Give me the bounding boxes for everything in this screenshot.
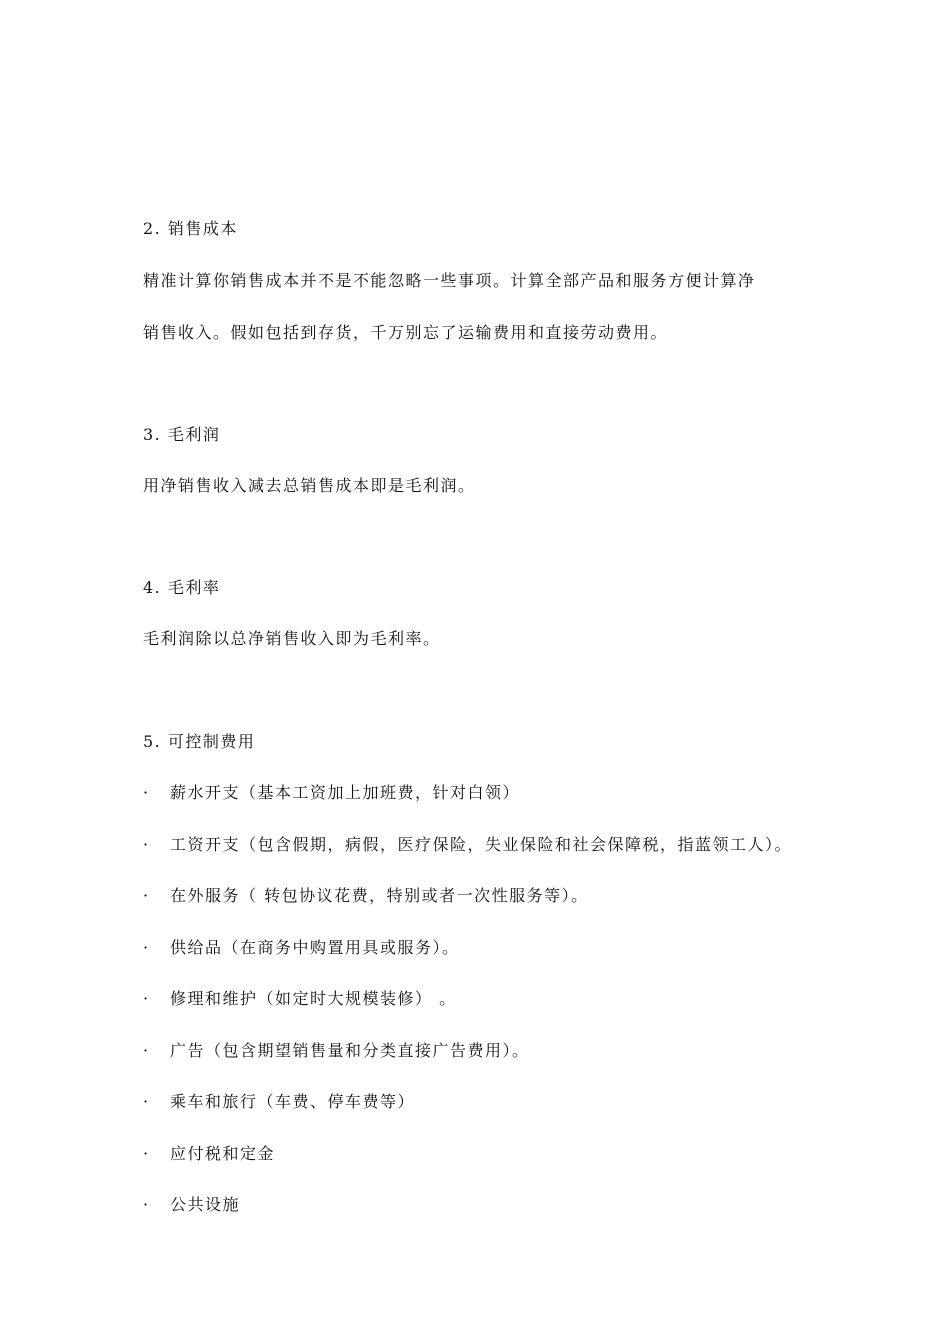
- list-item: · 工资开支（包含假期，病假，医疗保险，失业保险和社会保障税，指蓝领工人）。: [143, 835, 793, 854]
- paragraph-line: 用净销售收入减去总销售成本即是毛利润。: [143, 476, 476, 495]
- section-heading-controllable-costs: 5. 可控制费用: [143, 732, 256, 751]
- bullet-icon: ·: [143, 1041, 149, 1060]
- section-heading-gross-margin: 4. 毛利率: [143, 578, 221, 597]
- list-item: · 应付税和定金: [143, 1144, 276, 1163]
- list-item: · 供给品（在商务中购置用具或服务）。: [143, 938, 460, 957]
- bullet-icon: ·: [143, 835, 149, 854]
- paragraph-line: 毛利润除以总净销售收入即为毛利率。: [143, 629, 441, 648]
- list-item: · 公共设施: [143, 1195, 241, 1214]
- list-item: · 广告（包含期望销售量和分类直接广告费用）。: [143, 1041, 530, 1060]
- bullet-icon: ·: [143, 886, 149, 905]
- section-heading-sales-cost: 2. 销售成本: [143, 219, 238, 238]
- bullet-icon: ·: [143, 783, 149, 802]
- bullet-icon: ·: [143, 1195, 149, 1214]
- list-item: · 乘车和旅行（车费、停车费等）: [143, 1092, 416, 1111]
- bullet-icon: ·: [143, 1144, 149, 1163]
- list-item: · 薪水开支（基本工资加上加班费，针对白领）: [143, 783, 521, 802]
- section-heading-gross-profit: 3. 毛利润: [143, 425, 221, 444]
- list-item: · 在外服务（ 转包协议花费，特别或者一次性服务等）。: [143, 886, 589, 905]
- bullet-icon: ·: [143, 938, 149, 957]
- paragraph-line: 销售收入。假如包括到存货，千万别忘了运输费用和直接劳动费用。: [143, 323, 669, 342]
- list-item: · 修理和维护（如定时大规模装修） 。: [143, 989, 457, 1008]
- bullet-icon: ·: [143, 1092, 149, 1111]
- bullet-icon: ·: [143, 989, 149, 1008]
- paragraph-line: 精准计算你销售成本并不是不能忽略一些事项。计算全部产品和服务方便计算净: [143, 271, 756, 290]
